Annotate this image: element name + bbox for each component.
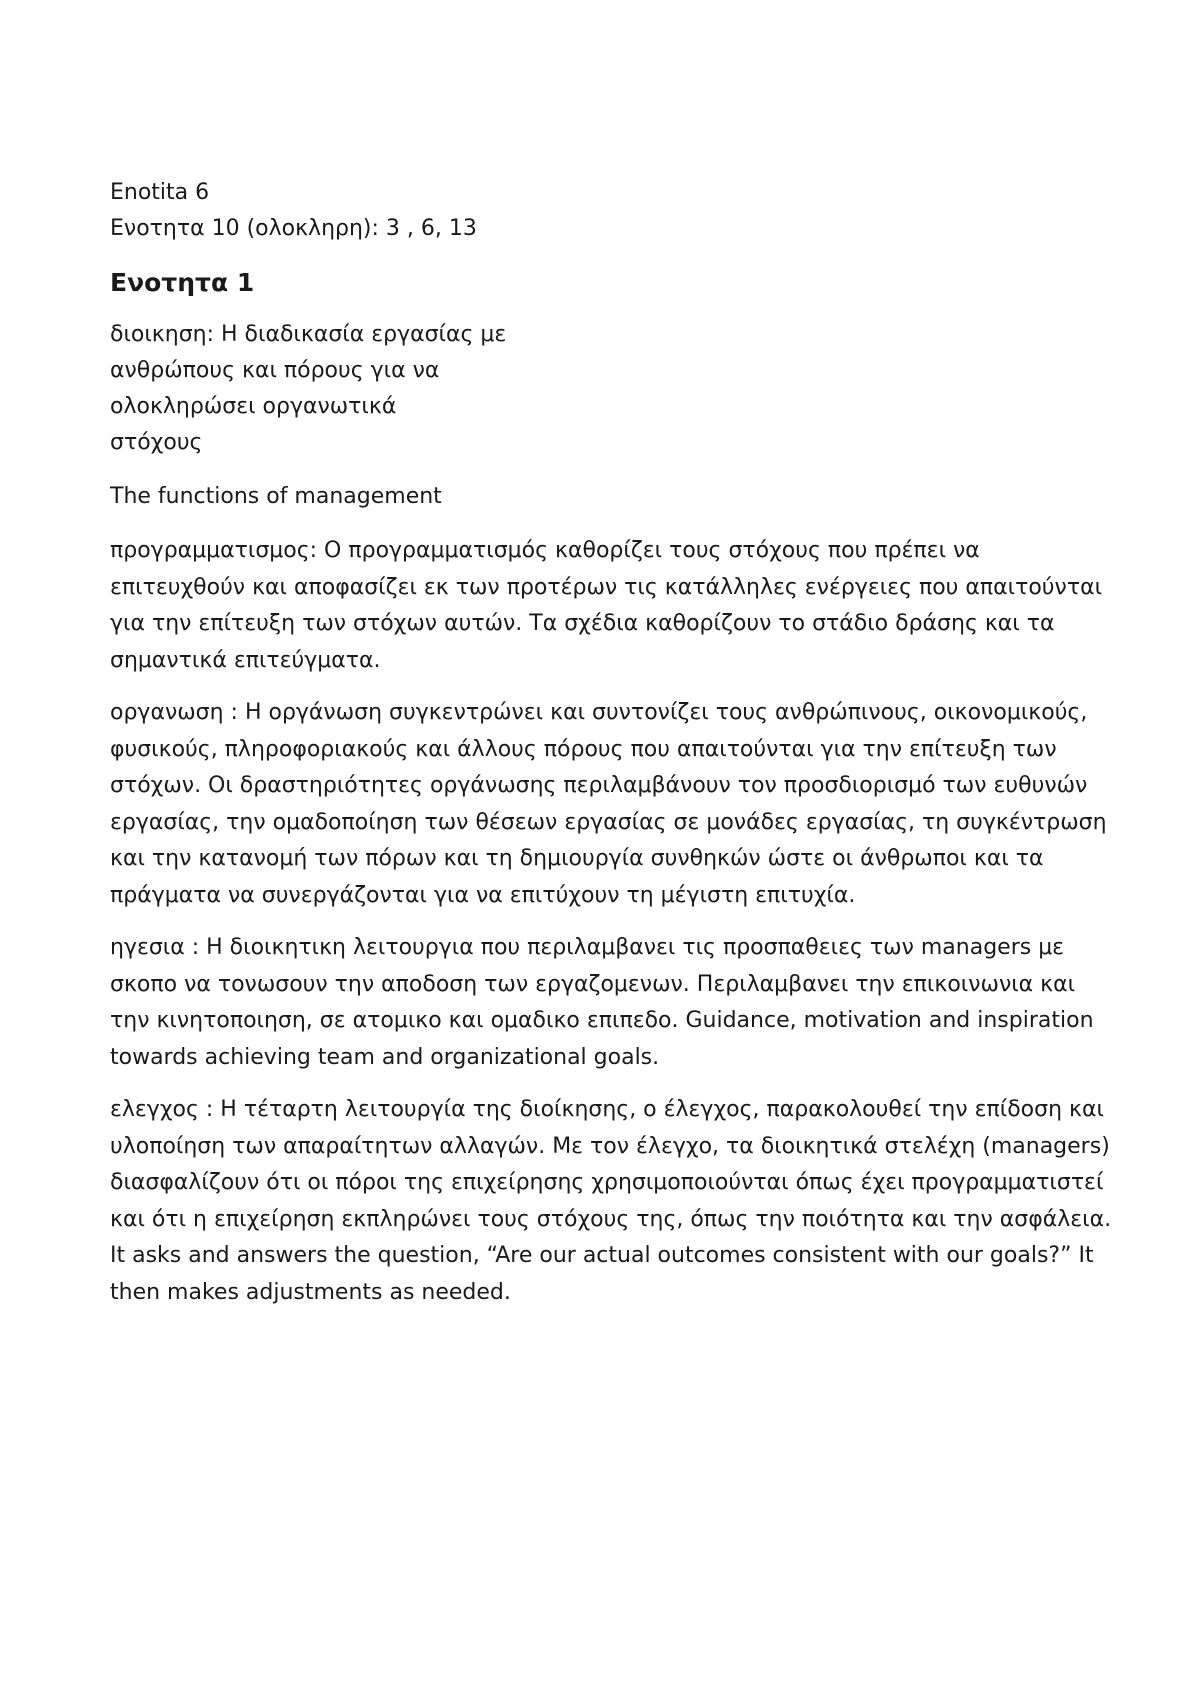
paragraph-organizing xyxy=(110,695,1110,914)
paragraph-line: υλοποίηση των απαραίτητων αλλαγών. Με τον έλεγχο, τα διοικητικά στελέχη (managers) xyxy=(110,1133,1110,1159)
header-line-2: Ενοτητα 10 (ολοκληρη): 3 , 6, 13 xyxy=(110,216,477,241)
functions-heading: The functions of management xyxy=(110,484,442,509)
definition-block xyxy=(110,317,1110,461)
paragraph-line: επιτευχθούν και αποφασίζει εκ των προτέρων τις κατάλληλες ενέργειες που απαιτούνται xyxy=(110,574,1103,600)
paragraph-line: και ότι η επιχείρηση εκπληρώνει τους στόχους της, όπως την ποιότητα και την ασφάλεια. xyxy=(110,1206,1112,1232)
paragraph-line: διασφαλίζουν ότι οι πόροι της επιχείρησης χρησιμοποιούνται όπως έχει προγραμματιστεί xyxy=(110,1170,1104,1195)
paragraph-line: φυσικούς, πληροφοριακούς και άλλους πόρους που απαιτούνται για την επίτευξη των xyxy=(110,736,1057,762)
paragraph-line: και την κατανομή των πόρων και τη δημιουργία συνθηκών ώστε οι άνθρωποι και τα xyxy=(110,846,1044,871)
paragraph-line: ελεγχος : Η τέταρτη λειτουργία της διοίκησης, ο έλεγχος, παρακολουθεί την επίδοση και xyxy=(110,1097,1104,1122)
paragraph-line: σημαντικά επιτεύγματα. xyxy=(110,647,381,673)
section-title: Ενοτητα 1 xyxy=(110,268,255,297)
header-block xyxy=(110,175,1110,247)
header-line-1: Enotita 6 xyxy=(110,180,210,205)
paragraph-line: then makes adjustments as needed. xyxy=(110,1279,511,1305)
paragraph-leading xyxy=(110,930,1110,1076)
paragraph-line: οργανωση : Η οργάνωση συγκεντρώνει και συντονίζει τους ανθρώπινους, οικονομικούς, xyxy=(110,700,1088,725)
paragraph-line: σκοπο να τονωσουν την αποδοση των εργαζομενων. Περιλαμβανει την επικοινωνια και xyxy=(110,971,1076,997)
paragraph-line: πράγματα να συνεργάζονται για να επιτύχουν τη μέγιστη επιτυχία. xyxy=(110,882,856,908)
paragraph-line: towards achieving team and organizational goals. xyxy=(110,1044,660,1070)
paragraph-line: στόχων. Οι δραστηριότητες οργάνωσης περιλαμβάνουν τον προσδιορισμό των ευθυνών xyxy=(110,773,1088,798)
definition-line: διοικηση: Η διαδικασία εργασίας με xyxy=(110,322,507,347)
definition-line: ανθρώπους και πόρους για να xyxy=(110,358,440,383)
paragraph-line: προγραμματισμος: Ο προγραμματισμός καθορίζει τους στόχους που πρέπει να xyxy=(110,538,980,563)
definition-line: στόχους xyxy=(110,430,203,455)
paragraph-planning xyxy=(110,533,1110,679)
paragraph-line: την κινητοποιηση, σε ατομικο και ομαδικο επιπεδο. Guidance, motivation and inspiration xyxy=(110,1008,1094,1033)
document-page xyxy=(110,175,1110,1327)
definition-line: ολοκληρώσει οργανωτικά xyxy=(110,394,397,419)
paragraph-line: εργασίας, την ομαδοποίηση των θέσεων εργασίας σε μονάδες εργασίας, τη συγκέντρωση xyxy=(110,809,1107,835)
paragraph-line: για την επίτευξη των στόχων αυτών. Τα σχέδια καθορίζουν το στάδιο δράσης και τα xyxy=(110,611,1055,636)
paragraph-line: ηγεσια : Η διοικητικη λειτουργια που περιλαμβανει τις προσπαθειες των managers με xyxy=(110,935,1065,960)
paragraph-controlling xyxy=(110,1092,1110,1311)
paragraph-line: It asks and answers the question, “Are our actual outcomes consistent with our goals?” It xyxy=(110,1243,1094,1268)
